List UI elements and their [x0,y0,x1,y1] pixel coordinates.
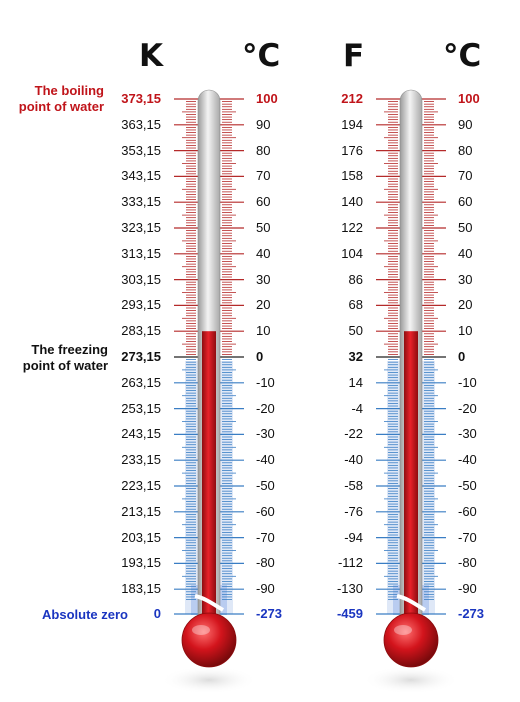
right-scale-label: -10 [256,374,275,390]
right-scale-label: 10 [458,323,473,339]
right-scale-label: 100 [256,91,278,106]
right-scale-label: 30 [458,271,473,287]
left-scale-label: 273,15 [121,349,161,364]
left-scale-label: 50 [348,323,363,339]
right-scale-label: -70 [256,529,275,545]
right-scale-label: 0 [458,349,466,364]
left-scale-label: 363,15 [121,116,161,132]
right-scale-label: 70 [256,168,271,184]
mercury-column [404,331,418,640]
right-scale-label: 0 [256,349,264,364]
left-scale-label: 263,15 [121,374,161,390]
thermometer-2 [363,90,459,694]
left-scale-label: 193,15 [121,555,161,571]
celsius-header-1: °C [242,38,281,74]
left-scale-label: 233,15 [121,452,161,468]
left-scale-label: -130 [336,581,363,597]
floor-shadow [161,666,257,694]
right-scale-label: -30 [458,426,477,442]
right-scale-label: -80 [458,555,477,571]
left-scale-label: 68 [348,297,363,313]
bottom-right-label: -273 [458,606,485,621]
right-scale-label: 50 [458,220,473,235]
left-scale-label: 86 [348,271,363,287]
right-scale-label: 10 [256,323,271,339]
left-scale-label: -40 [344,452,363,468]
left-scale-label: -94 [344,529,363,545]
left-scale-label: 32 [348,349,363,364]
left-scale-label: 243,15 [121,426,161,442]
right-scale-label: 100 [458,91,480,106]
right-scale-label: -70 [458,529,477,545]
left-scale-label: 122 [341,220,363,235]
kelvin-header: K [139,38,164,74]
left-scale-label: 223,15 [121,478,161,493]
bottom-right-label: -273 [256,606,283,621]
left-scale-label: 253,15 [121,400,161,416]
right-scale-label: -40 [256,452,275,468]
right-scale-label: -50 [256,478,275,493]
right-scale-label: 60 [458,194,473,210]
bottom-left-label: 0 [153,606,161,621]
bulb-highlight [394,625,412,635]
right-scale-label: 80 [256,142,271,158]
right-scale-label: 60 [256,194,271,210]
right-scale-label: 90 [256,116,271,132]
left-scale-label: 212 [341,91,363,106]
thermometer-bulb [384,613,438,667]
right-scale-label: -90 [256,581,275,597]
left-scale-label: 323,15 [121,220,161,235]
left-scale-label: 303,15 [121,271,161,287]
right-scale-label: -50 [458,478,477,493]
right-scale-label: 90 [458,116,473,132]
right-scale-label: 30 [256,271,271,287]
left-scale-label: 293,15 [121,297,161,313]
right-scale-label: -20 [458,400,477,416]
thermometer-1 [161,90,257,694]
left-scale-label: 373,15 [121,91,161,106]
right-scale-label: 70 [458,168,473,184]
thermometer-bulb [182,613,236,667]
left-scale-label: 283,15 [121,323,161,339]
right-scale-label: 20 [458,297,473,313]
left-scale-label: 140 [341,194,363,210]
left-scale-label: 176 [341,142,363,158]
right-scale-label: 40 [458,245,473,261]
right-scale-label: 40 [256,245,271,261]
left-scale-label: -4 [351,400,363,416]
left-scale-label: 203,15 [121,529,161,545]
right-scale-label: -10 [458,374,477,390]
left-scale-label: 353,15 [121,142,161,158]
right-scale-label: -80 [256,555,275,571]
right-scale-label: 50 [256,220,271,235]
fahrenheit-header: F [343,38,365,74]
bottom-left-label: -459 [336,606,363,621]
mercury-column [202,331,216,640]
left-scale-label: -76 [344,503,363,519]
bulb-highlight [192,625,210,635]
left-scale-label: 313,15 [121,245,161,261]
left-scale-label: 183,15 [121,581,161,597]
left-scale-label: 213,15 [121,503,161,519]
floor-shadow [363,666,459,694]
left-scale-label: 158 [341,168,363,184]
freezing-point-annotation: The freezing point of water [22,342,108,373]
left-scale-label: 14 [348,374,363,390]
right-scale-label: -60 [256,503,275,519]
right-scale-label: -20 [256,400,275,416]
left-scale-label: -58 [344,478,363,493]
right-scale-label: -40 [458,452,477,468]
left-scale-label: 194 [341,116,363,132]
absolute-zero-annotation: Absolute zero [42,607,128,622]
boiling-point-annotation: The boiling point of water [18,83,104,114]
right-scale-label: 80 [458,142,473,158]
left-scale-label: -112 [337,555,363,571]
right-scale-label: -90 [458,581,477,597]
celsius-header-2: °C [443,38,482,74]
left-scale-label: 104 [341,245,363,261]
right-scale-label: -30 [256,426,275,442]
left-scale-label: -22 [344,426,363,442]
right-scale-label: -60 [458,503,477,519]
left-scale-label: 343,15 [121,168,161,184]
right-scale-label: 20 [256,297,271,313]
left-scale-label: 333,15 [121,194,161,210]
